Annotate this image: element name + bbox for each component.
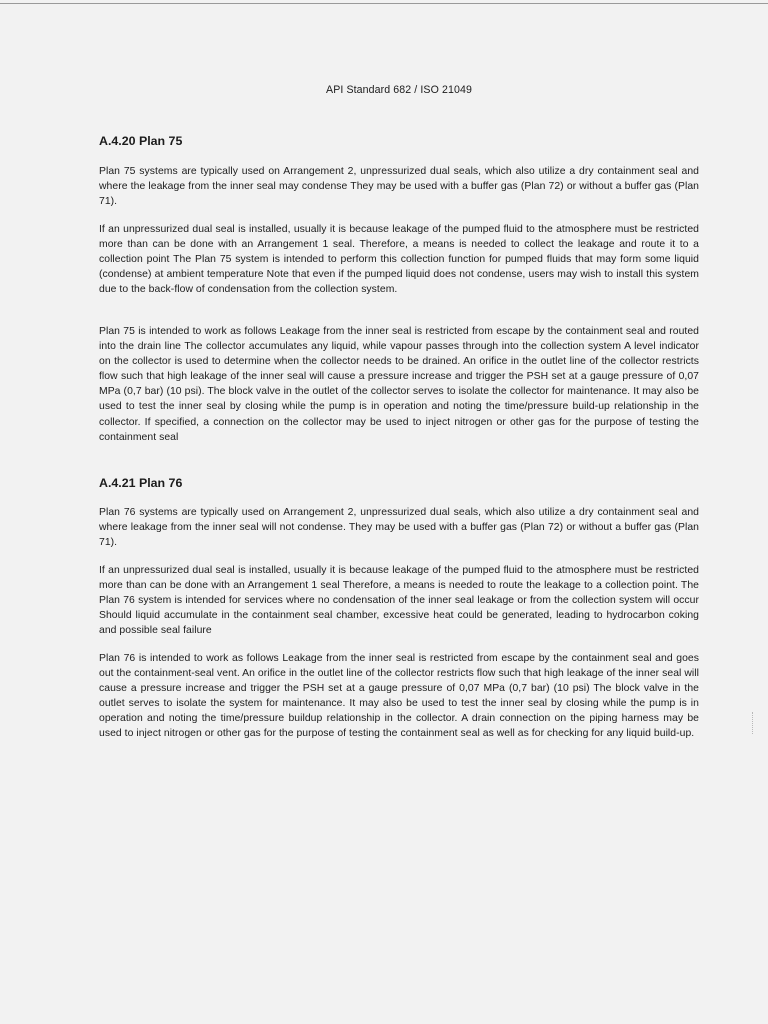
- paragraph: Plan 75 is intended to work as follows Leakage from the inner seal is restricted from escape by the containment seal and routed into the drain line The collector accumulates any liquid, while vapour passes through into the collection system A level indicator on the collector is used to determine when the collector needs to be drained. An orifice in the outlet line of the collector restricts flow such that high leakage of the inner seal will cause a pressure increase and trigger the PSH set at a gauge pressure of 0,07 MPa (0,7 bar) (10 psi). The block valve in the outlet of the collector serves to isolate the collector for maintenance. It may also be used to test the inner seal by closing while the pump is in operation and noting the time/pressure build-up relationship in the collector. If specified, a connection on the collector may be used to inject nitrogen or other gas for the purpose of testing the containment seal: [99, 326, 699, 443]
- paragraph: Plan 76 is intended to work as follows Leakage from the inner seal is restricted from escape by the containment seal and goes out the containment-seal vent. An orifice in the outlet line of the collector restricts flow such that high leakage of the inner seal will cause a pressure increase and trigger the PSH set at a gauge pressure of 0,07 MPa (0,7 bar) (10 psi) The block valve in the outlet serves to isolate the system for maintenance. It may also be used to test the inner seal by closing while the pump is in operation and noting the time/pressure buildup relationship in the collector. A drain connection on the piping harness may be used to inject nitrogen or other gas for the purpose of testing the containment seal as well as for checking for any liquid build-up.: [99, 653, 699, 740]
- paragraph: Plan 75 systems are typically used on Arrangement 2, unpressurized dual seals, which also utilize a dry containment seal and where the leakage from the inner seal may condense They may be used with a buffer gas (Plan 72) or without a buffer gas (Plan 71).: [99, 166, 699, 208]
- running-header: API Standard 682 / ISO 21049: [326, 84, 472, 96]
- scan-border-line: [0, 3, 768, 4]
- section-heading-plan-76: A.4.21 Plan 76: [99, 476, 183, 490]
- scan-margin-mark: [752, 712, 753, 734]
- section-heading-plan-75: A.4.20 Plan 75: [99, 134, 183, 148]
- paragraph: Plan 76 systems are typically used on Arrangement 2, unpressurized dual seals, which also utilize a dry containment seal and where leakage from the inner seal will not condense. They may be used with a buffer gas (Plan 72) or without a buffer gas (Plan 71).: [99, 507, 699, 549]
- paragraph: If an unpressurized dual seal is installed, usually it is because leakage of the pumped fluid to the atmosphere must be restricted more than can be done with an Arrangement 1 seal. Therefore, a means is needed to collect the leakage and route it to a collection point The Plan 75 system is intended to perform this collection function for pumped fluids that may form some liquid (condense) at ambient temperature Note that even if the pumped liquid does not condense, users may wish to install this system due to the back-flow of condensation from the collection system.: [99, 224, 699, 296]
- paragraph: If an unpressurized dual seal is installed, usually it is because leakage of the pumped fluid to the atmosphere must be restricted more than can be done with an Arrangement 1 seal Therefore, a means is needed to route the leakage to a collection point. The Plan 76 system is intended for services where no condensation of the inner seal leakage or from the collection system will occur Should liquid accumulate in the containment seal chamber, excessive heat could be generated, leading to hydrocarbon coking and possible seal failure: [99, 565, 699, 637]
